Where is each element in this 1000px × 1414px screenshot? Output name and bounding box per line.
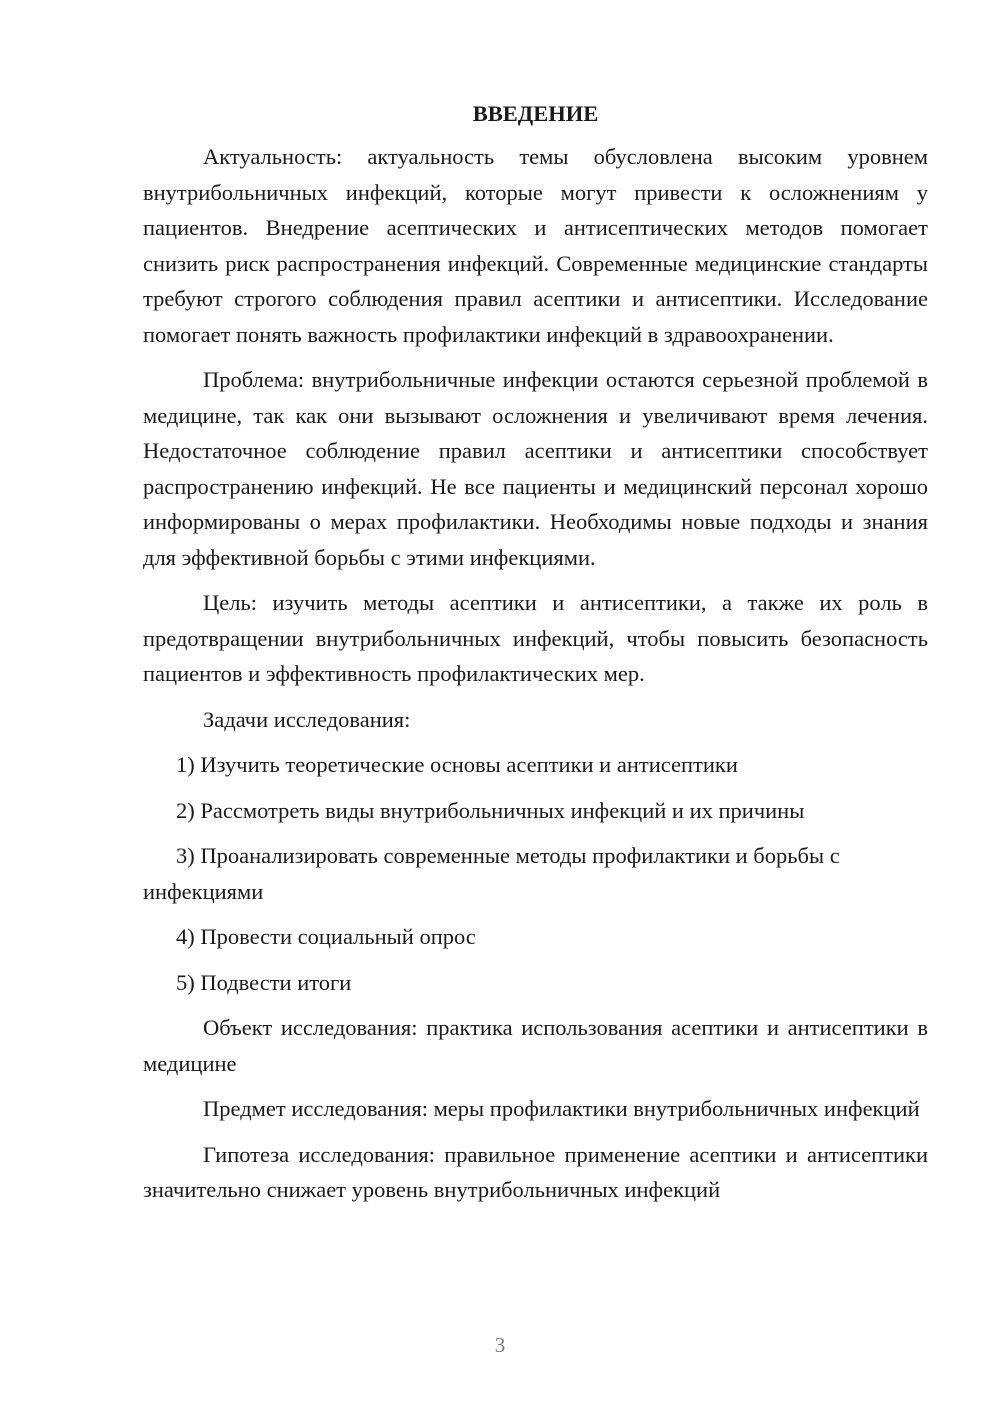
task-item: 2) Рассмотреть виды внутрибольничных инфекций и их причины	[176, 797, 805, 823]
tasks-heading: Задачи исследования:	[203, 706, 411, 732]
task-item: 3) Проанализировать современные методы профилактики и борьбы с инфекциями	[143, 843, 840, 904]
hypothesis-paragraph: Гипотеза исследования: правильное применение асептики и антисептики значительно снижает уровень внутрибольничных инфекций	[143, 1141, 928, 1202]
task-item: 5) Подвести итоги	[176, 969, 352, 995]
task-item: 1) Изучить теоретические основы асептики и антисептики	[176, 752, 738, 777]
task-item: 4) Провести социальный опрос	[176, 924, 476, 949]
problem-paragraph: Проблема: внутрибольничные инфекции остаются серьезной проблемой в медицине, так как они вызывают осложнения и увеличивают время лечения. Недостаточное соблюдение правил асептики и антисептики способствует распространению инфекций. Не все пациенты и медицинский персонал хорошо информированы о мерах профилактики. Необходимы новые подходы и знания для эффективной борьбы с этими инфекциями.	[143, 367, 928, 570]
page-content	[143, 96, 928, 1218]
relevance-paragraph: Актуальность: актуальность темы обусловлена высоким уровнем внутрибольничных инфекций, которые могут привести к осложнениям у пациентов. Внедрение асептических и антисептических методов помогает снизить риск распространения инфекций. Современные медицинские стандарты требуют строгого соблюдения правил асептики и антисептики. Исследование помогает понять важность профилактики инфекций в здравоохранении.	[143, 144, 928, 347]
section-title: ВВЕДЕНИЕ	[472, 101, 599, 126]
goal-paragraph: Цель: изучить методы асептики и антисептики, а также их роль в предотвращении внутрибольничных инфекций, чтобы повысить безопасность пациентов и эффективность профилактических мер.	[143, 590, 928, 686]
subject-paragraph: Предмет исследования: меры профилактики внутрибольничных инфекций	[203, 1096, 920, 1121]
page-number: 3	[494, 1333, 506, 1357]
tasks-list	[143, 747, 928, 1000]
object-paragraph: Объект исследования: практика использования асептики и антисептики в медицине	[143, 1015, 928, 1076]
